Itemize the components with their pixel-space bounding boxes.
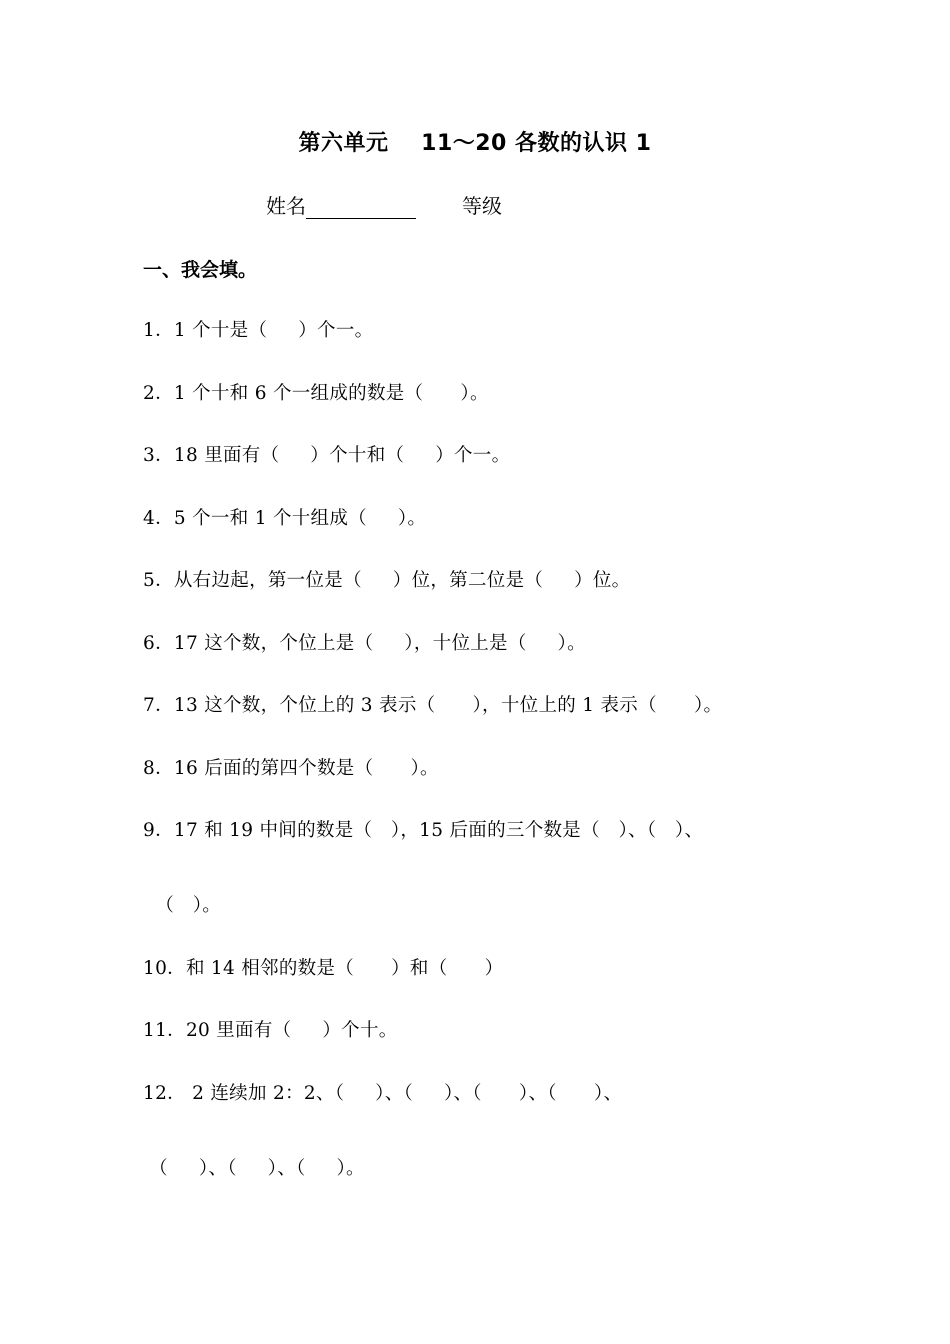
name-blank-field[interactable] <box>306 196 416 219</box>
page-title: 第六单元 11～20 各数的认识 1 <box>298 131 652 156</box>
question-11: 11．20 里面有（ ）个十。 <box>143 1020 398 1041</box>
student-info-row <box>266 190 502 219</box>
question-5: 5．从右边起，第一位是（ ）位，第二位是（ ）位。 <box>143 570 631 591</box>
grade-label: 等级 <box>462 194 502 218</box>
question-6: 6．17 这个数，个位上是（ ），十位上是（ ）。 <box>143 633 586 654</box>
question-9-continued: （ ）。 <box>143 895 222 916</box>
question-3: 3．18 里面有（ ）个十和（ ）个一。 <box>143 445 511 466</box>
question-10: 10．和 14 相邻的数是（ ）和（ ） <box>143 958 504 979</box>
question-2: 2．1 个十和 6 个一组成的数是（ ）。 <box>143 383 489 404</box>
question-12-continued: （ ）、（ ）、（ ）。 <box>143 1158 365 1179</box>
name-label: 姓名 <box>266 194 306 218</box>
section-heading: 一、我会填。 <box>143 259 258 281</box>
question-4: 4．5 个一和 1 个十组成（ ）。 <box>143 508 427 529</box>
question-7: 7．13 这个数，个位上的 3 表示（ ），十位上的 1 表示（ ）。 <box>143 695 723 716</box>
question-1: 1．1 个十是（ ）个一。 <box>143 320 374 341</box>
question-8: 8．16 后面的第四个数是（ ）。 <box>143 758 439 779</box>
question-12: 12． 2 连续加 2：2、（ ）、（ ）、（ ）、（ ）、 <box>143 1083 623 1104</box>
question-9: 9．17 和 19 中间的数是（ ），15 后面的三个数是（ ）、（ ）、 <box>143 820 704 841</box>
